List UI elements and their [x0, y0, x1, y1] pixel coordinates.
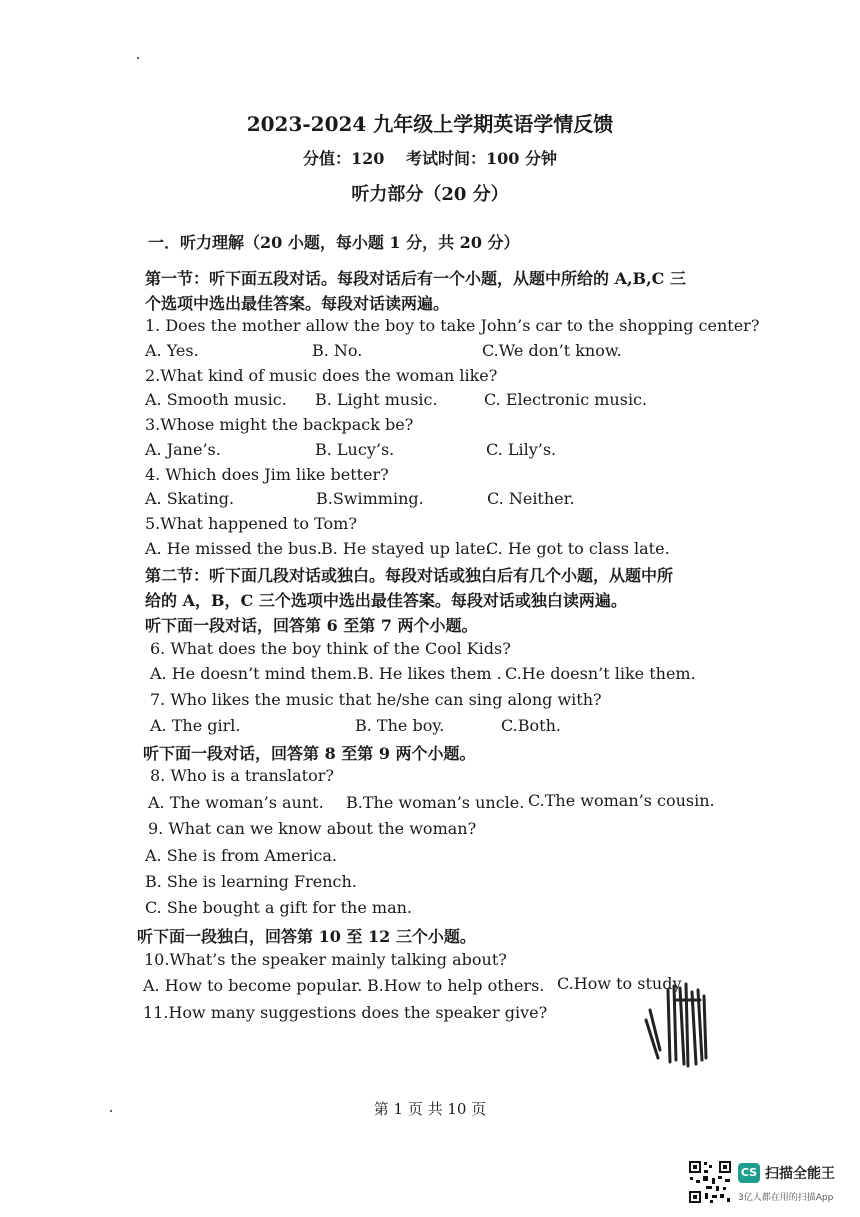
- q9-option-c: C. She bought a gift for the man.: [145, 898, 413, 917]
- q4-option-b: B.Swimming.: [316, 489, 424, 508]
- part2-instruction-line1: 第二节：听下面几段对话或独白。每段对话或独白后有几个小题，从题中所: [145, 566, 674, 585]
- q10-option-a: A. How to become popular.: [143, 976, 363, 995]
- question-9: 9. What can we know about the woman?: [148, 819, 477, 838]
- q4-option-c: C. Neither.: [487, 489, 575, 508]
- q2-option-c: C. Electronic music.: [484, 390, 648, 409]
- question-10: 10.What’s the speaker mainly talking about?: [144, 950, 507, 969]
- scanner-app-name: 扫描全能王: [765, 1166, 835, 1182]
- question-6: 6. What does the boy think of the Cool Kids?: [150, 639, 511, 658]
- q6-option-a: A. He doesn’t mind them.: [150, 664, 358, 683]
- question-3: 3.Whose might the backpack be?: [145, 415, 414, 434]
- q5-option-b: B. He stayed up late.: [321, 539, 491, 558]
- camscanner-logo-icon: CS: [738, 1163, 760, 1183]
- qr-code-icon: [688, 1160, 732, 1204]
- q2-option-b: B. Light music.: [315, 390, 438, 409]
- q1-option-a: A. Yes.: [145, 341, 199, 360]
- q5-option-c: C. He got to class late.: [486, 539, 670, 558]
- question-1: 1. Does the mother allow the boy to take John’s car to the shopping center?: [145, 316, 760, 335]
- part-title: 听力部分（20 分）: [351, 184, 509, 205]
- page-footer: 第 1 页 共 10 页: [373, 1100, 487, 1118]
- instruction-q6-q7: 听下面一段对话，回答第 6 至第 7 两个小题。: [145, 616, 478, 635]
- q3-option-c: C. Lily’s.: [486, 440, 557, 459]
- part1-instruction-line2: 个选项中选出最佳答案。每段对话读两遍。: [145, 294, 450, 313]
- q5-option-a: A. He missed the bus.: [145, 539, 322, 558]
- section-heading: 一．听力理解（20 小题，每小题 1 分，共 20 分）: [148, 233, 520, 252]
- q8-option-a: A. The woman’s aunt.: [148, 793, 324, 812]
- instruction-q10-q12: 听下面一段独白，回答第 10 至 12 三个小题。: [137, 927, 476, 946]
- scanner-app-tagline: 3亿人都在用的扫描App: [738, 1193, 834, 1203]
- q1-option-b: B. No.: [312, 341, 363, 360]
- pen-scribble: [640, 980, 720, 1070]
- q8-option-b: B.The woman’s uncle.: [346, 793, 525, 812]
- q2-option-a: A. Smooth music.: [145, 390, 287, 409]
- question-11: 11.How many suggestions does the speaker give?: [143, 1003, 548, 1022]
- q3-option-b: B. Lucy’s.: [315, 440, 395, 459]
- q7-option-c: C.Both.: [501, 716, 561, 735]
- q3-option-a: A. Jane’s.: [145, 440, 221, 459]
- q6-option-b: B. He likes them .: [357, 664, 502, 683]
- q7-option-b: B. The boy.: [355, 716, 445, 735]
- q10-option-c: C.How to study: [557, 974, 682, 993]
- speck: [137, 57, 139, 59]
- q6-option-c: C.He doesn’t like them.: [505, 664, 696, 683]
- question-2: 2.What kind of music does the woman like?: [145, 366, 498, 385]
- question-7: 7. Who likes the music that he/she can sing along with?: [150, 690, 602, 709]
- q9-option-b: B. She is learning French.: [145, 872, 357, 891]
- q7-option-a: A. The girl.: [150, 716, 241, 735]
- q1-option-c: C.We don’t know.: [482, 341, 622, 360]
- question-4: 4. Which does Jim like better?: [145, 465, 389, 484]
- question-8: 8. Who is a translator?: [150, 766, 334, 785]
- q8-option-c: C.The woman’s cousin.: [528, 791, 715, 810]
- instruction-q8-q9: 听下面一段对话，回答第 8 至第 9 两个小题。: [143, 744, 476, 763]
- part2-instruction-line2: 给的 A，B，C 三个选项中选出最佳答案。每段对话或独白读两遍。: [145, 591, 627, 610]
- q10-option-b: B.How to help others.: [367, 976, 545, 995]
- q9-option-a: A. She is from America.: [145, 846, 337, 865]
- question-5: 5.What happened to Tom?: [145, 514, 357, 533]
- exam-title: 2023-2024 九年级上学期英语学情反馈: [246, 112, 614, 136]
- exam-score-time: 分值：120 考试时间：100 分钟: [303, 149, 557, 168]
- part1-instruction-line1: 第一节：听下面五段对话。每段对话后有一个小题，从题中所给的 A,B,C 三: [145, 269, 686, 288]
- q4-option-a: A. Skating.: [145, 489, 235, 508]
